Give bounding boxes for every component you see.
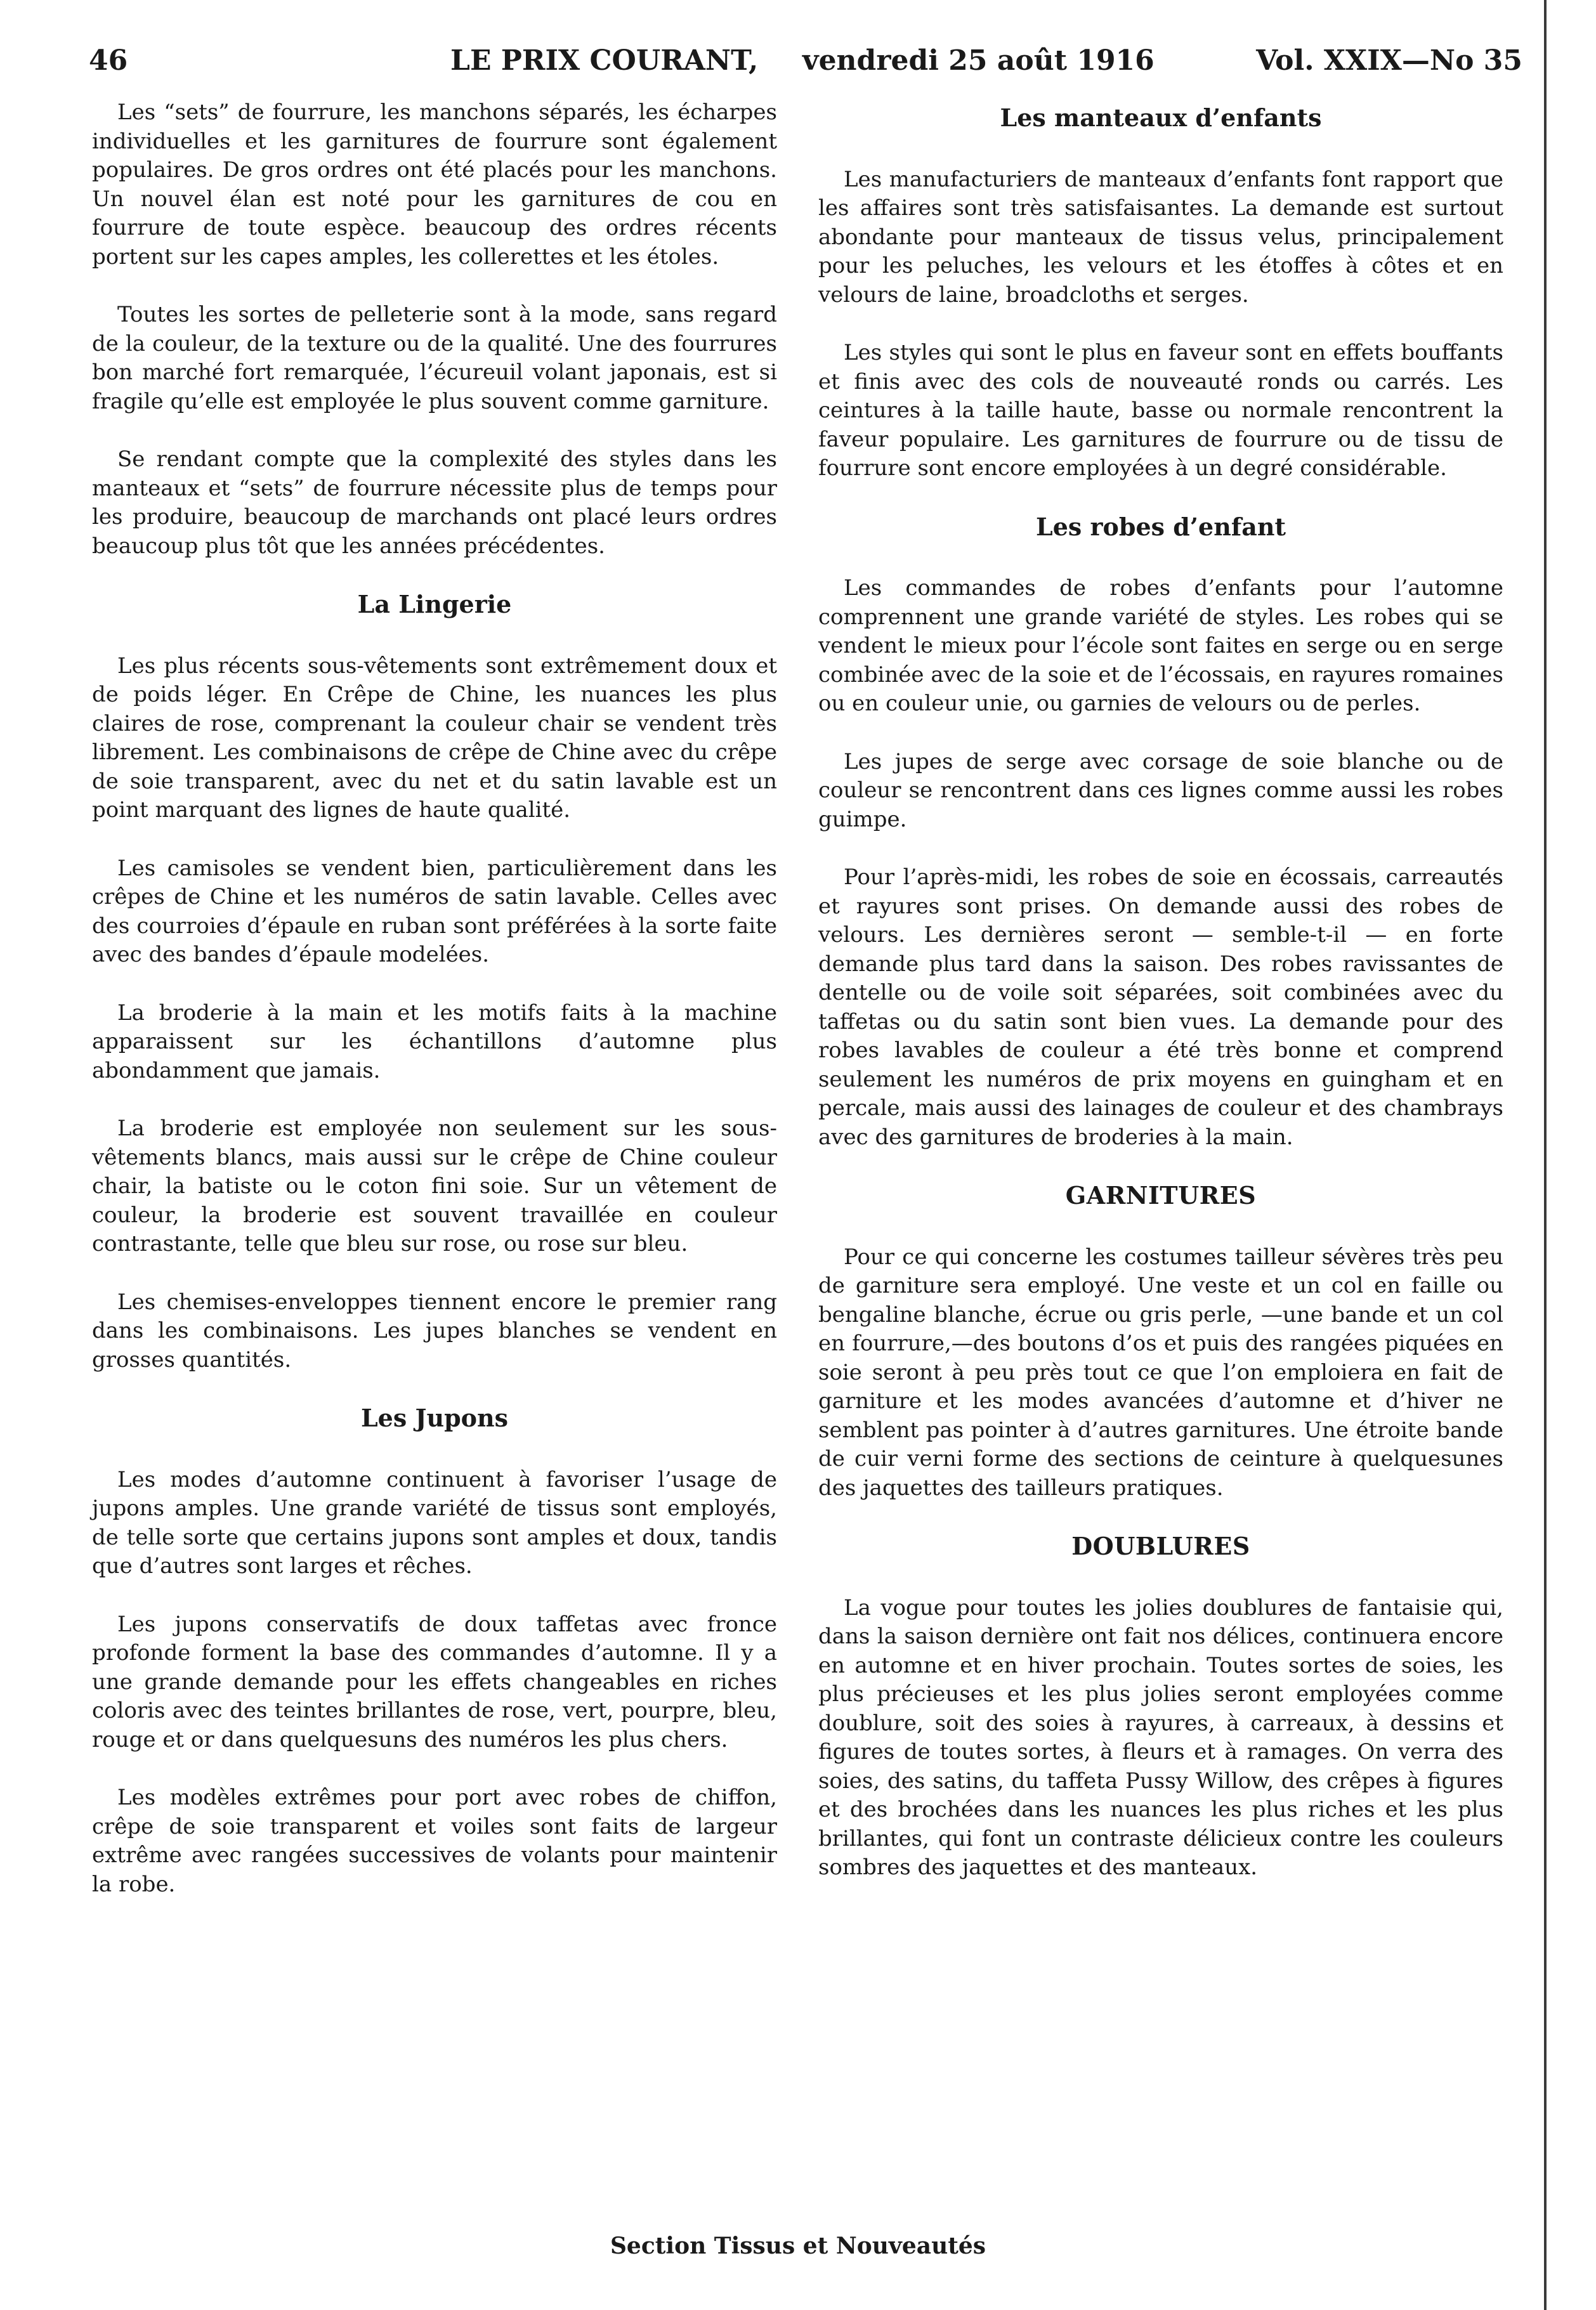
paragraph: La vogue pour toutes les jolies doublures de fantaisie qui, dans la saison dernière ont fait nos délices, continuera encore en automne et en hiver prochain. Toutes sortes de soies, les plus précieuses et les plus jolies seront employées comme doublure, soit des soies à rayures, à carreaux, à dessins et figures de toutes sortes, à fleurs et à ramages. On verra des soies, des satins, du taffeta Pussy Willow, des crêpes à figures et des brochées dans les nuances les plus riches et les plus brillantes, qui font un contraste délicieux contre les couleurs sombres des jaquettes et des manteaux.: [818, 1595, 1503, 1880]
paragraph: La broderie est employée non seulement sur les sous-vêtements blancs, mais aussi sur le crêpe de Chine couleur chair, la batiste ou le coton fini soie. Sur un vêtement de couleur, la broderie est souvent travaillée en couleur contrastante, telle que bleu sur rose, ou rose sur bleu.: [92, 1116, 777, 1256]
paragraph: Les plus récents sous-vêtements sont extrêmement doux et de poids léger. En Crêpe de Chine, les nuances les plus claires de rose, comprenant la couleur chair se vendent très librement. Les combinaisons de crêpe de Chine avec du crêpe de soie transparent, avec du net et du satin lavable est un point marquant des lignes de haute qualité.: [92, 653, 777, 823]
section-heading-lingerie: La Lingerie: [357, 590, 512, 618]
paragraph: Les camisoles se vendent bien, particulièrement dans les crêpes de Chine et les numéros de satin lavable. Celles avec des courroies d’épaule en ruban sont préférées à la sorte faite avec des bandes d’épaule modelées.: [92, 855, 777, 967]
volume-number: Vol. XXIX—No 35: [1256, 44, 1522, 77]
paragraph: Les commandes de robes d’enfants pour l’automne comprennent une grande variété de styles. Les robes qui se vendent le mieux pour l’école sont faites en serge ou en serge combinée avec de la soie et de l’écossais, en rayures romaines ou en couleur unie, ou garnies de velours ou de perles.: [818, 575, 1503, 716]
section-heading-manteaux: Les manteaux d’enfants: [1000, 103, 1322, 132]
paragraph: Les jupons conservatifs de doux taffetas avec fronce profonde forment la base des commandes d’automne. Il y a une grande demande pour les effets changeables en riches coloris avec des teintes brillantes de rose, vert, pourpre, bleu, rouge et or dans quelquesuns des numéros les plus chers.: [92, 1611, 777, 1752]
left-column: [92, 98, 777, 1928]
paragraph: Les modèles extrêmes pour port avec robes de chiffon, crêpe de soie transparent et voiles sont faits de largeur extrême avec rangées successives de volants pour maintenir la robe.: [92, 1785, 777, 1897]
paragraph: Les manufacturiers de manteaux d’enfants font rapport que les affaires sont très satisfaisantes. La demande est surtout abondante pour manteaux de tissus velus, principalement pour les peluches, les velours et les étoffes à côtes et en velours de laine, broadcloths et serges.: [818, 166, 1503, 308]
paragraph: Les modes d’automne continuent à favoriser l’usage de jupons amples. Une grande variété de tissus sont employés, de telle sorte que certains jupons sont amples et doux, tandis que d’autres sont larges et rêches.: [92, 1466, 777, 1579]
section-heading-robes: Les robes d’enfant: [1035, 512, 1286, 541]
paragraph: Toutes les sortes de pelleterie sont à la mode, sans regard de la couleur, de la texture ou de la qualité. Une des fourrures bon marché fort remarquée, l’écureuil volant japonais, est si fragile qu’elle est employée le plus souvent comme garniture.: [92, 302, 777, 414]
paragraph: Les chemises-enveloppes tiennent encore le premier rang dans les combinaisons. Les jupes blanches se vendent en grosses quantités.: [92, 1289, 777, 1373]
page-header: [89, 44, 1522, 89]
page-number: 46: [89, 44, 128, 77]
paragraph: Les styles qui sont le plus en faveur sont en effets bouffants et finis avec des cols de nouveauté ronds ou carrés. Les ceintures à la taille haute, basse ou normale rencontrent la faveur populaire. Les garnitures de fourrure ou de tissu de fourrure sont encore employées à un degré considérable.: [818, 340, 1503, 481]
journal-title: LE PRIX COURANT,: [450, 44, 759, 77]
paragraph: Les “sets” de fourrure, les manchons séparés, les écharpes individuelles et les garnitures de fourrure sont également populaires. De gros ordres ont été placés pour les manchons. Un nouvel élan est noté pour les garnitures de cou en fourrure de toute espèce. beaucoup des ordres récents portent sur les capes amples, les collerettes et les étoles.: [92, 100, 777, 270]
issue-date: vendredi 25 août 1916: [802, 44, 1154, 77]
section-heading-doublures: DOUBLURES: [1071, 1532, 1250, 1560]
section-heading-garnitures: GARNITURES: [1065, 1181, 1257, 1210]
right-column: [818, 98, 1503, 1912]
paragraph: Pour l’après-midi, les robes de soie en écossais, carreautés et rayures sont prises. On demande aussi des robes de velours. Les dernières seront — semble-t-il — en forte demande plus tard dans la saison. Des robes ravissantes de dentelle ou de voile soit séparées, soit combinées avec du taffetas ou du satin sont bien vues. La demande pour des robes lavables de couleur a été très bonne et comprend seulement les numéros de prix moyens en guingham et en percale, mais aussi des lainages de couleur et des chambrays avec des garnitures de broderies à la main.: [818, 865, 1503, 1150]
section-heading-jupons: Les Jupons: [360, 1404, 509, 1432]
section-footer: Section Tissus et Nouveautés: [610, 2233, 986, 2259]
paragraph: Pour ce qui concerne les costumes tailleur sévères très peu de garniture sera employé. Une veste et un col en faille ou bengaline blanche, écrue ou gris perle, —une bande et un col en fourrure,—des boutons d’os et puis des rangées piquées en soie seront à peu près tout ce que l’on emploiera en fait de garniture et les modes avancées d’automne et d’hiver ne semblent pas pointer à d’autres garnitures. Une étroite bande de cuir verni forme des sections de ceinture à quelquesunes des jaquettes des tailleurs pratiques.: [818, 1244, 1503, 1501]
paragraph: Se rendant compte que la complexité des styles dans les manteaux et “sets” de fourrure nécessite plus de temps pour les produire, beaucoup de marchands ont placé leurs ordres beaucoup plus tôt que les années précédentes.: [92, 447, 777, 559]
scan-edge-line: [1544, 0, 1547, 2310]
paragraph: La broderie à la main et les motifs faits à la machine apparaissent sur les échantillons d’automne plus abondamment que jamais.: [92, 1000, 777, 1083]
paragraph: Les jupes de serge avec corsage de soie blanche ou de couleur se rencontrent dans ces lignes comme aussi les robes guimpe.: [818, 748, 1503, 832]
